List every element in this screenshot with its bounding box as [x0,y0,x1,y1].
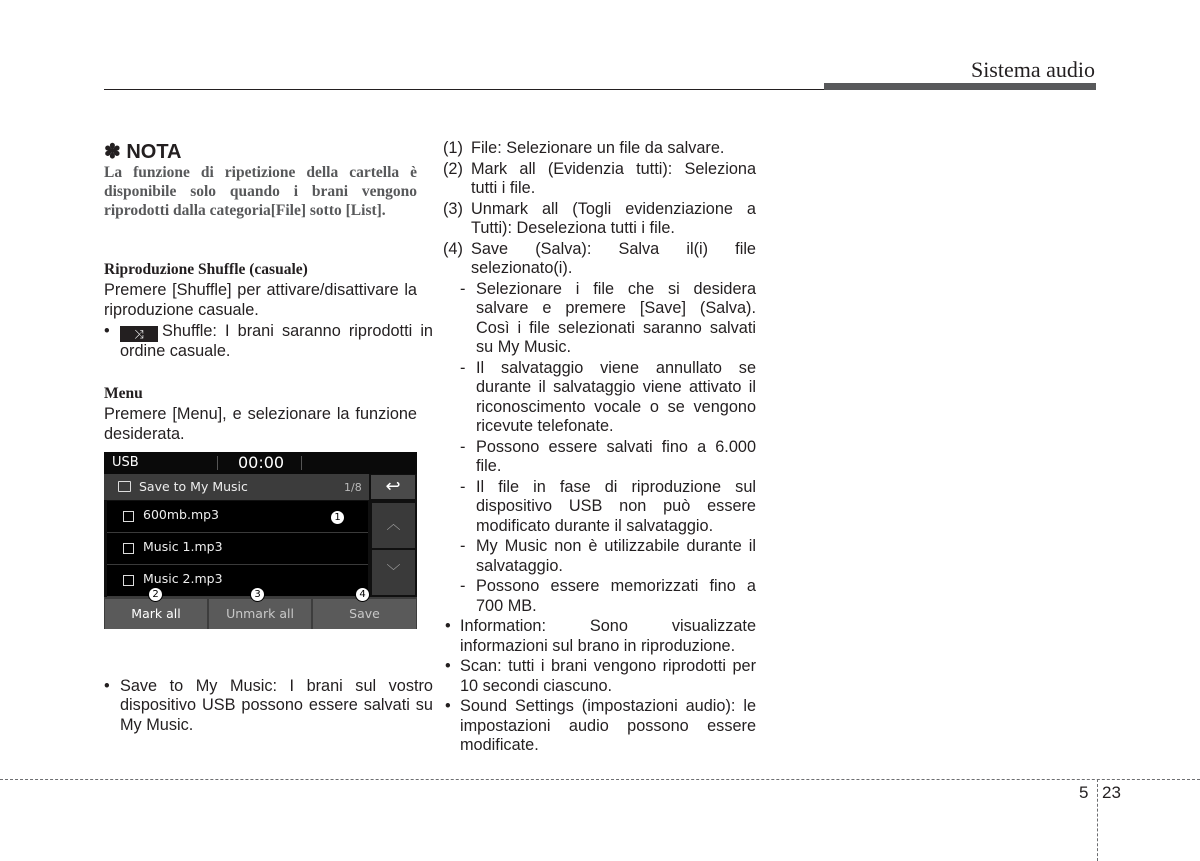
numbered-item [443,240,756,279]
mark-all-button[interactable]: Mark all [105,599,207,629]
file-row[interactable] [107,565,368,597]
nota-body: La funzione di ripetizione della cartella è disponibile solo quando i brani vengono riprodotti dalla categoria[File] sotto [List]. [104,164,417,219]
item-number: (3) [443,199,463,218]
file-name: Music 1.mp3 [143,539,223,554]
bullet-item: • Scan: tutti i brani vengono riprodotti per 10 secondi ciascuno. [443,657,756,696]
section-title: Sistema audio [970,57,1095,82]
shuffle-icon: ⤨ [120,326,158,342]
scroll-up-icon[interactable]: ︿ [372,503,415,548]
back-icon[interactable]: ↩ [371,475,415,499]
dash-item: - Possono essere salvati fino a 6.000 file. [443,438,756,477]
header-rule [104,89,824,90]
nota-title: NOTA [126,141,182,163]
bullet-item: • Sound Settings (impostazioni audio): le impostazioni audio possono essere modificate. [443,697,756,756]
screen-illustration [104,452,417,629]
save-button[interactable]: Save [313,599,416,629]
item-text: Mark all (Evidenzia tutti): Seleziona tutti i file. [471,159,756,197]
screen-title: Save to My Music [139,479,248,494]
shuffle-heading: Riproduzione Shuffle (casuale) [104,261,308,278]
file-name: 600mb.mp3 [143,507,220,522]
item-text: Save (Salva): Salva il(i) file selezionato(i). [471,239,756,277]
screen-page-indicator: 1/8 [344,481,362,494]
numbered-item [443,200,756,239]
numbered-item [443,160,756,199]
dash-item: - Il file in fase di riproduzione sul dispositivo USB non può essere modificato durante il salvataggio. [443,478,756,537]
separator [217,456,218,470]
page-number: 23 [1102,783,1121,802]
file-row[interactable] [107,501,368,533]
unmark-all-button[interactable]: Unmark all [209,599,311,629]
nota-symbol: ✽ [104,141,121,163]
callout-badge-1: 1 [330,510,345,525]
nota-heading [104,139,182,164]
screen-title-bar [104,474,369,500]
callout-badge-2: 2 [148,587,163,602]
footer-divider [1097,779,1098,861]
save-to-my-music-bullet: • Save to My Music: I brani sul vostro dispositivo USB possono essere salvati su My Music. [104,677,433,736]
menu-text: Premere [Menu], e selezionare la funzione desiderata. [104,405,417,443]
screen-time: 00:00 [238,453,285,472]
menu-heading: Menu [104,385,143,402]
bullet-item: • Information: Sono visualizzate informazioni sul brano in riproduzione. [443,617,756,656]
right-column [443,139,756,757]
checkbox[interactable] [123,575,134,586]
dash-item: - Il salvataggio viene annullato se durante il salvataggio viene attivato il riconoscimento vocale o se vengono ricevute telefonate. [443,359,756,437]
scroll-down-icon[interactable]: ﹀ [372,550,415,595]
chapter-number: 5 [1079,783,1089,802]
footer-rule [0,779,1200,780]
numbered-item [443,139,756,159]
item-number: (2) [443,159,463,178]
shuffle-bullet [104,322,433,362]
separator [301,456,302,470]
shuffle-bullet-text: Shuffle: I brani saranno riprodotti in ordine casuale. [120,322,433,360]
header-rule-accent [824,83,1096,90]
shuffle-text: Premere [Shuffle] per attivare/disattivare la riproduzione casuale. [104,281,417,319]
callout-badge-4: 4 [355,587,370,602]
checkbox[interactable] [123,511,134,522]
checkbox[interactable] [123,543,134,554]
file-row[interactable] [107,533,368,565]
item-number: (4) [443,239,463,258]
folder-icon [118,481,131,492]
dash-item: - My Music non è utilizzabile durante il salvataggio. [443,537,756,576]
item-text: Unmark all (Togli evidenziazione a Tutti): Deseleziona tutti i file. [471,199,756,237]
screen-source: USB [112,455,139,470]
file-name: Music 2.mp3 [143,571,223,586]
callout-badge-3: 3 [250,587,265,602]
dash-item: - Possono essere memorizzati fino a 700 MB. [443,577,756,616]
dash-item: - Selezionare i file che si desidera salvare e premere [Save] (Salva). Così i file selezionati saranno salvati su My Music. [443,280,756,358]
screen-status-bar [104,452,417,474]
item-text: File: Selezionare un file da salvare. [471,139,725,157]
item-number: (1) [443,139,463,157]
